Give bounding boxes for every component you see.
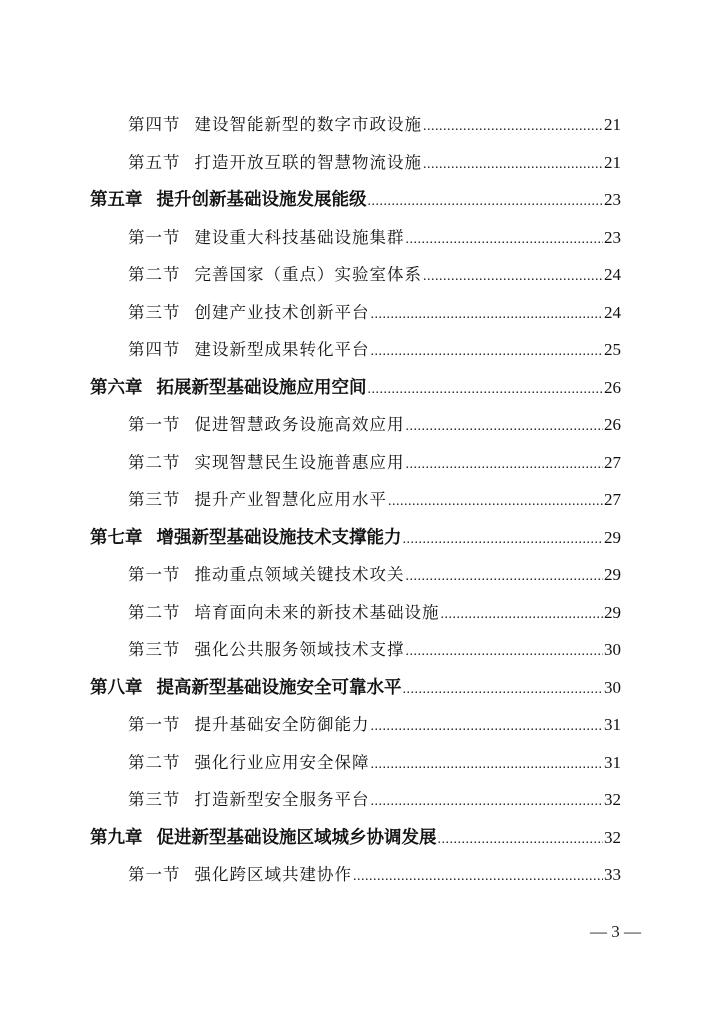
dot-leader <box>371 787 604 815</box>
toc-entry-chapter[interactable] <box>90 185 621 215</box>
section-title: 建设新型成果转化平台 <box>194 340 370 359</box>
toc-entry-section[interactable] <box>128 710 621 740</box>
section-title: 强化公共服务领域技术支撑 <box>194 640 405 659</box>
section-title: 强化行业应用安全保障 <box>194 752 370 772</box>
section-title: 强化跨区域共建协作 <box>194 865 352 884</box>
toc-entry-section[interactable] <box>128 148 621 178</box>
dot-leader <box>423 262 603 290</box>
page-number: 24 <box>604 302 621 322</box>
section-number: 第三节 <box>128 302 181 322</box>
page-number: 32 <box>604 790 621 809</box>
section-number: 第一节 <box>128 865 181 884</box>
toc-entry-section[interactable] <box>128 410 621 440</box>
section-number: 第三节 <box>128 640 181 659</box>
page-number: 31 <box>604 715 621 734</box>
toc-entry-chapter[interactable] <box>90 523 621 553</box>
toc-entry-section[interactable] <box>128 598 621 628</box>
toc-entry-chapter[interactable] <box>90 373 621 403</box>
section-number: 第四节 <box>128 340 181 359</box>
toc-entry-section[interactable] <box>128 298 621 328</box>
section-number: 第一节 <box>128 415 181 434</box>
page-number: 27 <box>604 490 621 509</box>
chapter-number: 第五章 <box>90 190 143 210</box>
toc-entry-section[interactable] <box>128 260 621 290</box>
chapter-title: 提升创新基础设施发展能级 <box>156 190 367 210</box>
chapter-title: 拓展新型基础设施应用空间 <box>156 377 367 398</box>
dot-leader <box>388 487 603 515</box>
toc-entry-section[interactable] <box>128 448 621 478</box>
dot-leader <box>403 525 604 553</box>
page-number: 30 <box>604 640 621 659</box>
page-number: 29 <box>604 565 621 584</box>
section-title: 提升产业智慧化应用水平 <box>194 490 387 509</box>
section-title: 打造新型安全服务平台 <box>194 790 370 809</box>
page-number: 27 <box>604 452 621 472</box>
section-number: 第一节 <box>128 227 181 247</box>
chapter-number: 第六章 <box>90 377 143 398</box>
page-footer-number: — 3 — <box>590 922 641 941</box>
chapter-number: 第八章 <box>90 677 143 698</box>
dot-leader <box>368 187 604 215</box>
page-number: 26 <box>604 415 621 434</box>
section-title: 建设重大科技基础设施集群 <box>194 227 405 247</box>
section-number: 第二节 <box>128 602 181 622</box>
dot-leader <box>406 637 604 665</box>
page-number: 33 <box>604 865 621 884</box>
section-title: 提升基础安全防御能力 <box>194 715 370 734</box>
section-number: 第四节 <box>128 115 181 134</box>
section-title: 完善国家（重点）实验室体系 <box>194 265 422 284</box>
section-number: 第二节 <box>128 452 181 472</box>
page-number: 23 <box>604 227 621 247</box>
toc-entry-section[interactable] <box>128 785 621 815</box>
page-number: 31 <box>604 752 621 772</box>
section-title: 创建产业技术创新平台 <box>194 302 370 322</box>
dot-leader <box>353 862 603 890</box>
page-number: 23 <box>604 190 621 209</box>
page-number: 25 <box>604 340 621 359</box>
dot-leader <box>423 150 603 178</box>
toc-entry-section[interactable] <box>128 748 621 778</box>
section-number: 第二节 <box>128 752 181 772</box>
section-number: 第三节 <box>128 490 181 509</box>
chapter-number: 第九章 <box>90 827 143 848</box>
section-title: 建设智能新型的数字市政设施 <box>194 115 422 134</box>
toc-entry-section[interactable] <box>128 110 621 140</box>
page-number: 21 <box>604 152 621 172</box>
page-number: 32 <box>604 827 621 847</box>
dot-leader <box>423 112 603 140</box>
toc-entry-section[interactable] <box>128 635 621 665</box>
toc-entry-chapter[interactable] <box>90 673 621 703</box>
toc-entry-chapter[interactable] <box>90 823 621 853</box>
section-title: 实现智慧民生设施普惠应用 <box>194 452 405 472</box>
section-title: 促进智慧政务设施高效应用 <box>194 415 405 434</box>
toc-entry-section[interactable] <box>128 485 621 515</box>
section-number: 第五节 <box>128 152 181 172</box>
toc-entry-section[interactable] <box>128 560 621 590</box>
dot-leader <box>406 412 604 440</box>
page-number: 26 <box>604 377 621 397</box>
dot-leader <box>371 750 604 778</box>
dot-leader <box>438 825 604 853</box>
dot-leader <box>406 225 604 253</box>
toc-entry-section[interactable] <box>128 860 621 890</box>
dot-leader <box>371 712 604 740</box>
section-title: 推动重点领域关键技术攻关 <box>194 565 405 584</box>
toc-entry-section[interactable] <box>128 335 621 365</box>
section-number: 第一节 <box>128 565 181 584</box>
page-number: 29 <box>604 602 621 622</box>
page-number: 29 <box>604 527 621 547</box>
page-number: 24 <box>604 265 621 284</box>
dot-leader <box>403 675 604 703</box>
dot-leader <box>406 562 604 590</box>
section-number: 第三节 <box>128 790 181 809</box>
chapter-title: 提高新型基础设施安全可靠水平 <box>156 677 402 698</box>
toc-entry-section[interactable] <box>128 223 621 253</box>
dot-leader <box>441 600 604 628</box>
page-number: 30 <box>604 677 621 697</box>
section-title: 打造开放互联的智慧物流设施 <box>194 152 422 172</box>
page-number: 21 <box>604 115 621 134</box>
chapter-title: 促进新型基础设施区域城乡协调发展 <box>156 827 437 848</box>
section-number: 第一节 <box>128 715 181 734</box>
dot-leader <box>368 375 604 403</box>
dot-leader <box>371 300 604 328</box>
section-number: 第二节 <box>128 265 181 284</box>
section-title: 培育面向未来的新技术基础设施 <box>194 602 440 622</box>
dot-leader <box>406 450 604 478</box>
dot-leader <box>371 337 604 365</box>
chapter-title: 增强新型基础设施技术支撑能力 <box>156 527 402 548</box>
chapter-number: 第七章 <box>90 527 143 548</box>
